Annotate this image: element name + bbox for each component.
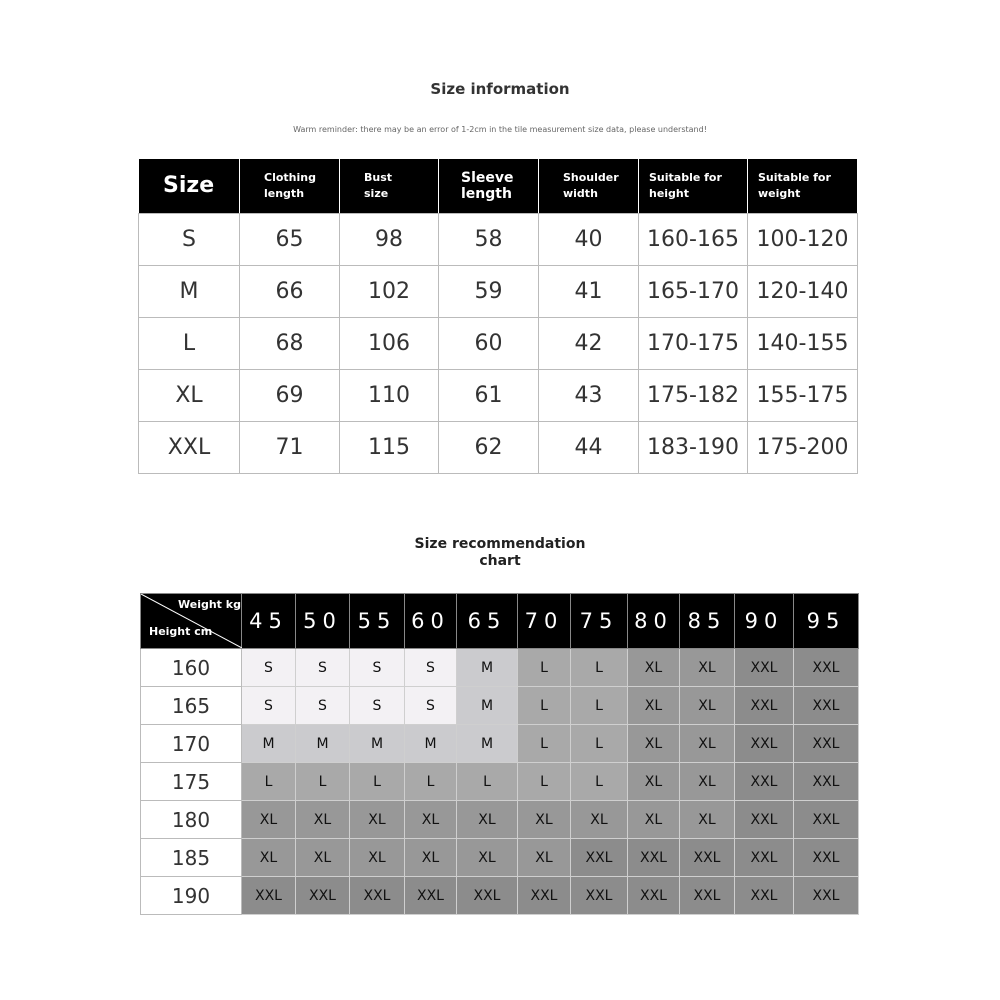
recommended-size-cell: XL (296, 839, 350, 877)
recommended-size-cell: XL (628, 687, 680, 725)
recommended-size-cell: XL (518, 801, 571, 839)
header-size: Size (139, 159, 240, 214)
recommended-size-cell: XXL (794, 649, 859, 687)
size-info-cell: 100-120 (748, 214, 858, 266)
size-info-cell: 60 (439, 318, 539, 370)
recommended-size-cell: XXL (405, 877, 457, 915)
recommendation-title-line2: chart (479, 553, 521, 569)
header-shoulder-width-line1: Shoulder (563, 171, 619, 184)
weight-header: 55 (350, 594, 405, 649)
height-label: 190 (141, 877, 242, 915)
size-info-row (139, 266, 858, 318)
recommended-size-cell: XXL (296, 877, 350, 915)
recommended-size-cell: XXL (628, 839, 680, 877)
recommended-size-cell: XXL (794, 725, 859, 763)
recommended-size-cell: S (350, 649, 405, 687)
recommended-size-cell: M (350, 725, 405, 763)
recommended-size-cell: L (518, 763, 571, 801)
recommended-size-cell: XXL (571, 839, 628, 877)
recommended-size-cell: XXL (735, 877, 794, 915)
recommended-size-cell: M (296, 725, 350, 763)
recommended-size-cell: XXL (242, 877, 296, 915)
recommended-size-cell: XXL (628, 877, 680, 915)
recommended-size-cell: L (457, 763, 518, 801)
height-label: 175 (141, 763, 242, 801)
recommendation-title (0, 536, 1000, 570)
header-sleeve-length-line1: Sleeve (461, 170, 514, 186)
size-info-cell: 165-170 (639, 266, 748, 318)
weight-header: 60 (405, 594, 457, 649)
size-recommendation-chart (140, 593, 859, 915)
size-info-cell: 175-182 (639, 370, 748, 422)
height-row (141, 877, 859, 915)
height-row (141, 839, 859, 877)
recommended-size-cell: XL (242, 839, 296, 877)
size-info-body (139, 214, 858, 474)
size-info-cell: 62 (439, 422, 539, 474)
recommended-size-cell: XXL (735, 649, 794, 687)
recommended-size-cell: XXL (794, 839, 859, 877)
recommended-size-cell: XL (350, 801, 405, 839)
recommended-size-cell: XL (457, 801, 518, 839)
recommendation-body (141, 649, 859, 915)
recommended-size-cell: L (405, 763, 457, 801)
size-info-cell: XL (139, 370, 240, 422)
size-info-cell: 110 (340, 370, 439, 422)
size-info-cell: XXL (139, 422, 240, 474)
size-info-cell: 71 (240, 422, 340, 474)
recommended-size-cell: L (518, 687, 571, 725)
recommended-size-cell: XL (296, 801, 350, 839)
weight-header: 75 (571, 594, 628, 649)
weight-header: 85 (680, 594, 735, 649)
weight-header: 95 (794, 594, 859, 649)
size-info-cell: S (139, 214, 240, 266)
size-info-cell: 120-140 (748, 266, 858, 318)
recommended-size-cell: S (242, 649, 296, 687)
recommended-size-cell: L (518, 725, 571, 763)
size-info-cell: M (139, 266, 240, 318)
recommended-size-cell: M (457, 649, 518, 687)
recommended-size-cell: XXL (457, 877, 518, 915)
size-info-cell: 44 (539, 422, 639, 474)
height-row (141, 649, 859, 687)
recommended-size-cell: M (457, 725, 518, 763)
recommended-size-cell: M (242, 725, 296, 763)
header-sleeve-length (439, 159, 539, 214)
size-info-cell: 140-155 (748, 318, 858, 370)
recommended-size-cell: XL (680, 687, 735, 725)
corner-weight-label: Weight kg (178, 598, 241, 611)
recommended-size-cell: L (296, 763, 350, 801)
recommended-size-cell: XL (350, 839, 405, 877)
size-info-cell: L (139, 318, 240, 370)
recommended-size-cell: S (242, 687, 296, 725)
recommended-size-cell: L (242, 763, 296, 801)
recommended-size-cell: XXL (794, 801, 859, 839)
recommended-size-cell: S (405, 649, 457, 687)
height-label: 170 (141, 725, 242, 763)
size-info-cell: 42 (539, 318, 639, 370)
header-bust-size-line2: size (364, 187, 389, 200)
recommended-size-cell: XXL (735, 725, 794, 763)
recommended-size-cell: XXL (794, 877, 859, 915)
header-bust-size (340, 159, 439, 214)
header-suitable-weight (748, 159, 858, 214)
recommended-size-cell: L (571, 687, 628, 725)
recommended-size-cell: XXL (735, 687, 794, 725)
header-clothing-length-line1: Clothing (264, 171, 316, 184)
recommended-size-cell: XL (628, 725, 680, 763)
header-suitable-height (639, 159, 748, 214)
recommended-size-cell: XXL (735, 839, 794, 877)
size-info-row (139, 214, 858, 266)
recommended-size-cell: XL (680, 801, 735, 839)
size-info-cell: 66 (240, 266, 340, 318)
header-suitable-weight-line1: Suitable for (758, 171, 831, 184)
recommended-size-cell: XL (571, 801, 628, 839)
recommendation-header-row (141, 594, 859, 649)
recommended-size-cell: XL (405, 801, 457, 839)
recommended-size-cell: XL (405, 839, 457, 877)
header-clothing-length-line2: length (264, 187, 305, 200)
size-info-cell: 160-165 (639, 214, 748, 266)
size-info-title: Size information (430, 80, 570, 98)
height-label: 180 (141, 801, 242, 839)
weight-header: 90 (735, 594, 794, 649)
size-info-cell: 68 (240, 318, 340, 370)
header-shoulder-width (539, 159, 639, 214)
height-row (141, 801, 859, 839)
recommended-size-cell: L (571, 649, 628, 687)
size-info-cell: 102 (340, 266, 439, 318)
recommended-size-cell: L (350, 763, 405, 801)
size-info-table (138, 158, 858, 474)
recommended-size-cell: XXL (350, 877, 405, 915)
height-label: 165 (141, 687, 242, 725)
size-info-cell: 155-175 (748, 370, 858, 422)
recommendation-title-line1: Size recommendation (414, 536, 586, 552)
height-label: 160 (141, 649, 242, 687)
recommended-size-cell: XL (628, 763, 680, 801)
recommended-size-cell: L (571, 725, 628, 763)
recommended-size-cell: XXL (680, 877, 735, 915)
recommended-size-cell: XL (680, 649, 735, 687)
size-info-cell: 98 (340, 214, 439, 266)
height-label: 185 (141, 839, 242, 877)
size-info-cell: 69 (240, 370, 340, 422)
weight-header: 80 (628, 594, 680, 649)
weight-header: 70 (518, 594, 571, 649)
header-sleeve-length-line2: length (461, 186, 512, 202)
size-info-cell: 115 (340, 422, 439, 474)
height-row (141, 725, 859, 763)
recommended-size-cell: XXL (735, 763, 794, 801)
size-info-cell: 170-175 (639, 318, 748, 370)
size-info-row (139, 370, 858, 422)
recommended-size-cell: XXL (518, 877, 571, 915)
header-suitable-weight-line2: weight (758, 187, 801, 200)
weight-header: 65 (457, 594, 518, 649)
warm-reminder: Warm reminder: there may be an error of 1-2cm in the tile measurement size data, please understand! (293, 125, 707, 134)
recommended-size-cell: XL (680, 725, 735, 763)
corner-height-label: Height cm (149, 625, 213, 638)
header-suitable-height-line2: height (649, 187, 690, 200)
size-info-cell: 106 (340, 318, 439, 370)
size-info-row (139, 422, 858, 474)
size-info-cell: 59 (439, 266, 539, 318)
recommended-size-cell: XL (242, 801, 296, 839)
recommended-size-cell: XL (628, 801, 680, 839)
size-info-cell: 183-190 (639, 422, 748, 474)
size-info-row (139, 318, 858, 370)
header-shoulder-width-line2: width (563, 187, 598, 200)
size-info-cell: 175-200 (748, 422, 858, 474)
header-suitable-height-line1: Suitable for (649, 171, 722, 184)
header-bust-size-line1: Bust (364, 171, 393, 184)
recommended-size-cell: XL (628, 649, 680, 687)
recommended-size-cell: L (571, 763, 628, 801)
recommended-size-cell: XXL (571, 877, 628, 915)
recommended-size-cell: S (350, 687, 405, 725)
recommended-size-cell: L (518, 649, 571, 687)
header-clothing-length (240, 159, 340, 214)
recommended-size-cell: M (457, 687, 518, 725)
weight-header: 45 (242, 594, 296, 649)
height-row (141, 763, 859, 801)
recommended-size-cell: XL (457, 839, 518, 877)
recommended-size-cell: S (405, 687, 457, 725)
weight-header: 50 (296, 594, 350, 649)
size-info-cell: 65 (240, 214, 340, 266)
recommended-size-cell: XXL (735, 801, 794, 839)
recommended-size-cell: XXL (794, 687, 859, 725)
size-info-cell: 58 (439, 214, 539, 266)
corner-cell (141, 594, 242, 649)
recommended-size-cell: XXL (680, 839, 735, 877)
size-info-cell: 43 (539, 370, 639, 422)
recommended-size-cell: S (296, 649, 350, 687)
size-info-cell: 61 (439, 370, 539, 422)
size-info-header-row (139, 159, 858, 214)
size-info-cell: 40 (539, 214, 639, 266)
recommended-size-cell: XXL (794, 763, 859, 801)
height-row (141, 687, 859, 725)
recommended-size-cell: S (296, 687, 350, 725)
recommended-size-cell: XL (518, 839, 571, 877)
size-info-cell: 41 (539, 266, 639, 318)
recommended-size-cell: XL (680, 763, 735, 801)
recommended-size-cell: M (405, 725, 457, 763)
